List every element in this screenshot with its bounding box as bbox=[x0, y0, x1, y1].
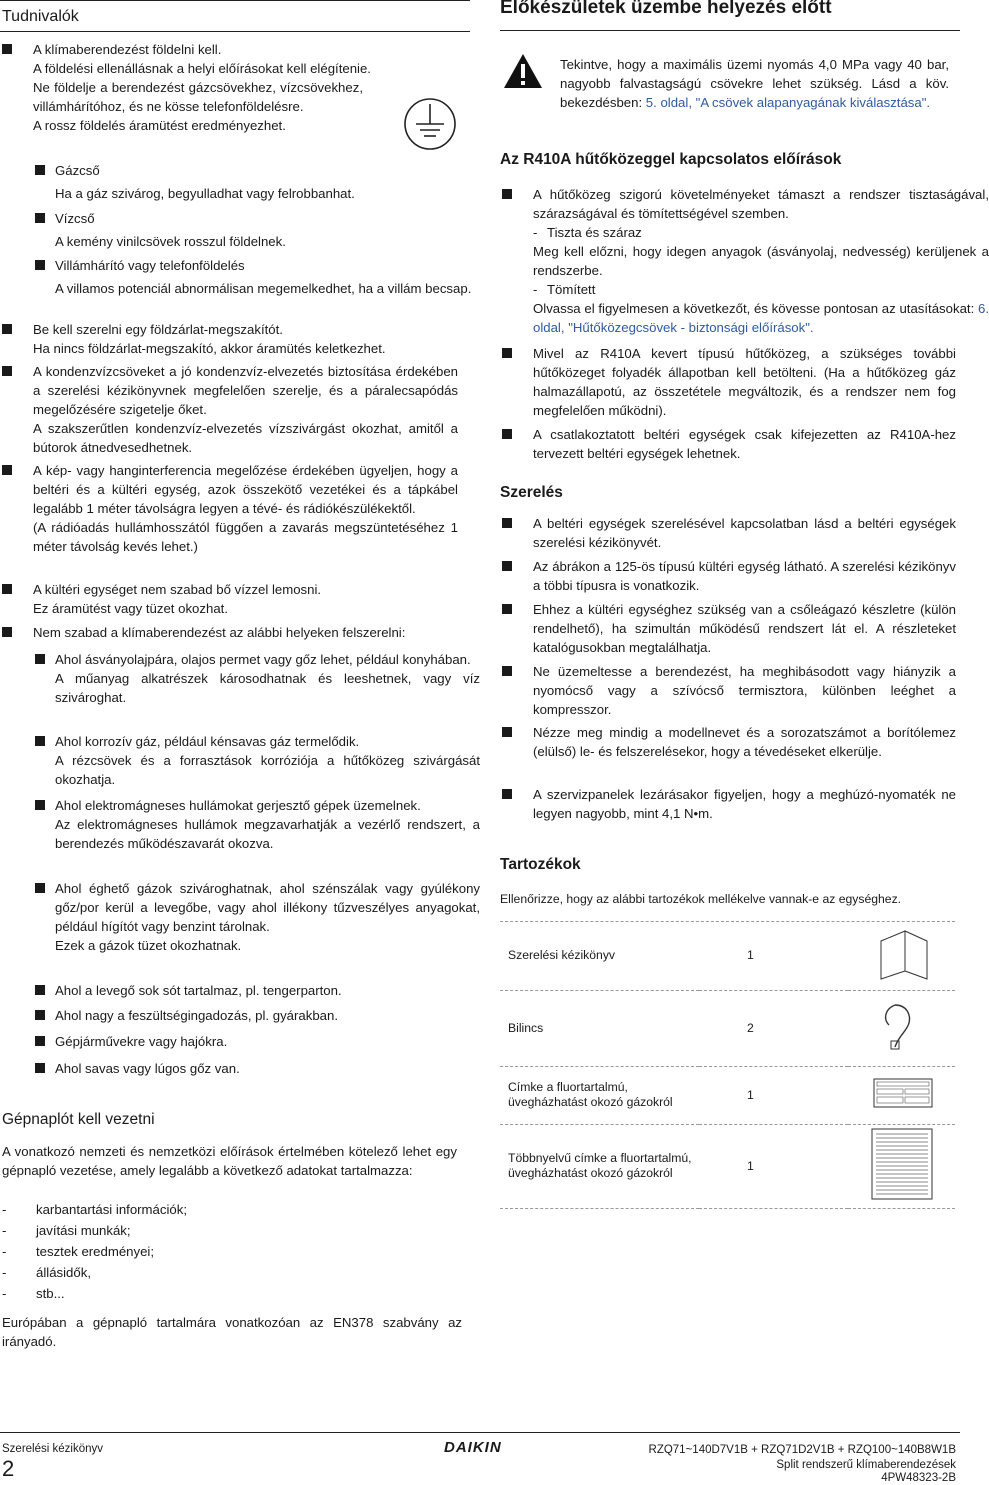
accessory-name: Bilincs bbox=[500, 990, 699, 1066]
logbook-title: Gépnaplót kell vezetni bbox=[2, 1111, 155, 1128]
install-item: A beltéri egységek szerelésével kapcsolatban lásd a beltéri egységek szerelési kézikönyvét. bbox=[500, 514, 956, 552]
place-item: Gépjárművekre vagy hajókra. bbox=[33, 1032, 480, 1051]
condensate-block: A kondenzvízcsöveket a jó kondenzvíz-elvezetés biztosítása érdekében a szerelési kézikönyvnek megfelelően szerelje, és a páralecsapódás megelőzésére szigetelje őket. A szakszerűtlen kondenzvíz-elvezetés vízszivárgást okozhat, amitől a bútorok átnedvesedhetnek. bbox=[0, 362, 458, 457]
footer-series: Split rendszerű klímaberendezések bbox=[776, 1459, 956, 1471]
label-icon bbox=[873, 1078, 933, 1108]
table-top-border bbox=[500, 921, 955, 922]
page-title-left: Tudnivalók bbox=[2, 8, 79, 25]
multilingual-label-icon bbox=[871, 1128, 933, 1200]
warning-text: Tekintve, hogy a maximális üzemi nyomás 4,0 MPa vagy 40 bar, nagyobb falvastagságú csövekre lehet szükség. Lásd a köv. bekezdésben: 5. oldal, "A csövek alapanyagának kiválasztása". bbox=[560, 57, 949, 110]
link-refrigerant-pipes[interactable]: 6. oldal, "Hűtőközegcsövek - biztonsági előírások". bbox=[533, 301, 989, 335]
grounding-sub-gas: Gázcső Ha a gáz szivárog, begyulladhat vagy felrobbanhat. bbox=[33, 161, 480, 203]
manual-icon bbox=[871, 927, 933, 981]
install-item: Az ábrákon a 125-ös típusú kültéri egység látható. A szerelési kézikönyv a többi típusra is vonatkozik. bbox=[500, 557, 956, 595]
install-item: Ne üzemeltesse a berendezést, ha meghibásodott vagy hiányzik a nyomócső vagy a szívócső termisztora, különben leéghet a kompresszor. bbox=[500, 662, 956, 719]
r410a-p3: A csatlakoztatott beltéri egységek csak kifejezetten az R410A-hez tervezett beltéri egységek lehetnek. bbox=[500, 425, 956, 463]
header-bar-left bbox=[0, 0, 470, 32]
ground-symbol-icon bbox=[402, 96, 458, 152]
logbook-text: A vonatkozó nemzeti és nemzetközi előírások értelmében kötelező lehet egy gépnapló vezetése, amely legalább a következő adatokat tartalmazza: bbox=[2, 1144, 457, 1178]
r410a-p1: A hűtőközeg szigorú követelményeket támaszt a rendszer tisztaságával, szárazságával és tömítettségével szemben. - Tiszta és száraz Meg kell előzni, hogy idegen anyagok (ásványolaj, nedvesség) kerüljenek a rendszerbe. - Tömített Olvassa el figyelmesen a következőt, és kövesse pontosan az utasításokat: 6. oldal, "Hűtőközegcsövek - biztonsági előírások". bbox=[500, 185, 989, 337]
link-pipe-material[interactable]: 5. oldal, "A csövek alapanyagának kiválasztása". bbox=[645, 95, 931, 110]
interference-block: A kép- vagy hanginterferencia megelőzése érdekében ügyeljen, hogy a beltéri és a kültéri egység, azok összekötő vezetékei és a tápkábel legalább 1 méter távolságra legyen a tévé- és rádiókészülékektől. (A rádióadás hullámhosszától függően a zavarás megszüntetéséhez 1 méter távolság kevés lehet.) bbox=[0, 461, 458, 556]
grounding-sub-lightning: Villámhárító vagy telefonföldelés A villamos potenciál abnormálisan megemelkedhet, ha a villám becsap. bbox=[33, 256, 480, 298]
clamp-icon bbox=[875, 1001, 915, 1051]
grounding-block: A klímaberendezést földelni kell. A földelési ellenállásnak a helyi előírásokat kell elégítenie. Ne földelje a berendezést gázcsövekhez, vízcsövekhez, villámhárítóhoz, és ne kösse telefonföldelésre. A rossz földelés áramütést eredményezhet. bbox=[0, 40, 458, 135]
list-item: - tesztek eredményei; bbox=[2, 1242, 457, 1261]
breaker-block: Be kell szerelni egy földzárlat-megszakítót. Ha nincs földzárlat-megszakító, akkor áramütés keletkezhet. bbox=[0, 320, 458, 358]
install-item: A szervizpanelek lezárásakor figyeljen, hogy a meghúzó-nyomaték ne legyen nagyobb, mint 4,1 N•m. bbox=[500, 785, 956, 823]
rinse-block: A kültéri egységet nem szabad bő vízzel lemosni. Ez áramütést vagy tüzet okozhat. bbox=[0, 580, 458, 618]
accessories-intro: Ellenőrizze, hogy az alábbi tartozékok mellékelve vannak-e az egységhez. bbox=[500, 892, 902, 906]
footer-code: 4PW48323-2B bbox=[881, 1472, 956, 1484]
list-item: - karbantartási információk; bbox=[2, 1200, 457, 1219]
accessories-title: Tartozékok bbox=[500, 856, 581, 873]
table-row bbox=[500, 1066, 955, 1124]
logbook-footer: Európában a gépnapló tartalmára vonatkozóan az EN378 szabvány az irányadó. bbox=[2, 1315, 462, 1349]
footer-page-number: 2 bbox=[2, 1456, 15, 1481]
accessory-qty: 2 bbox=[699, 990, 848, 1066]
header-bar-right bbox=[500, 0, 960, 31]
list-item: - stb... bbox=[2, 1284, 457, 1303]
install-item: Ehhez a kültéri egységhez szükség van a csőleágazó készletre (külön rendelhető), ha szimultán működésű rendszert lát el. A részleteket katalógusokban megtalálhatja. bbox=[500, 600, 956, 657]
accessory-qty: 1 bbox=[699, 1066, 848, 1124]
place-item: Ahol korrozív gáz, például kénsavas gáz termelődik. A rézcsövek és a forrasztások korróziója a hűtőközeg szivárgását okozhatja. bbox=[33, 732, 480, 789]
place-item: Ahol éghető gázok szivároghatnak, ahol szénszálak vagy gyúlékony gőz/por kerül a levegőbe, vagy ahol illékony tűzveszélyes anyagokat, például hígítót vagy benzint tárolnak. Ezek a gázok tüzet okozhatnak. bbox=[33, 879, 480, 955]
warning-triangle-icon bbox=[502, 52, 544, 90]
places-block: Nem szabad a klímaberendezést az alábbi helyeken felszerelni: bbox=[0, 623, 458, 642]
place-item: Ahol a levegő sok sót tartalmaz, pl. tengerparton. bbox=[33, 981, 480, 1000]
table-row bbox=[500, 1124, 955, 1208]
page-title-right: Előkészületek üzembe helyezés előtt bbox=[500, 0, 832, 18]
place-item: Ahol savas vagy lúgos gőz van. bbox=[33, 1059, 480, 1078]
r410a-p2: Mivel az R410A kevert típusú hűtőközeg, a szükséges további hűtőközeget folyadék állapotban kell betölteni. (Ha a hűtőközeg gáz halmazállapotú, az összetétele megváltozik, és a rendszer nem fog megfelelően működni). bbox=[500, 344, 956, 420]
accessories-table bbox=[500, 922, 955, 1209]
accessory-name: Többnyelvű címke a fluortartalmú, üvegházhatást okozó gázokról bbox=[500, 1124, 699, 1208]
place-item: Ahol ásványolajpára, olajos permet vagy gőz lehet, például konyhában. A műanyag alkatrészek károsodhatnak és leeshetnek, vagy víz szivároghat. bbox=[33, 650, 480, 707]
install-title: Szerelés bbox=[500, 484, 563, 501]
install-item: Nézze meg mindig a modellnevet és a sorozatszámot a borítólemez (elülső) le- és felszerelésekor, hogy a tévedéseket elkerülje. bbox=[500, 723, 956, 761]
grounding-sub-water: Vízcső A kemény vinilcsövek rosszul földelnek. bbox=[33, 209, 480, 251]
accessory-name: Címke a fluortartalmú, üvegházhatást okozó gázokról bbox=[500, 1066, 699, 1124]
brand-logo: DAIKIN bbox=[444, 1439, 502, 1456]
footer-models: RZQ71~140D7V1B + RZQ71D2V1B + RZQ100~140B8W1B bbox=[648, 1444, 956, 1456]
accessory-name: Szerelési kézikönyv bbox=[500, 922, 699, 990]
r410a-title: Az R410A hűtőközeggel kapcsolatos előírások bbox=[500, 151, 842, 168]
footer-manual: Szerelési kézikönyv bbox=[2, 1443, 103, 1455]
table-row bbox=[500, 922, 955, 990]
place-item: Ahol nagy a feszültségingadozás, pl. gyárakban. bbox=[33, 1006, 480, 1025]
list-item: - javítási munkák; bbox=[2, 1221, 457, 1240]
logbook-list bbox=[2, 1200, 457, 1303]
place-item: Ahol elektromágneses hullámokat gerjesztő gépek üzemelnek. Az elektromágneses hullámok megzavarhatják a vezérlő rendszert, a berendezés működészavarát okozva. bbox=[33, 796, 480, 853]
accessory-qty: 1 bbox=[699, 1124, 848, 1208]
accessory-qty: 1 bbox=[699, 922, 848, 990]
footer-rule bbox=[0, 1432, 960, 1433]
table-row bbox=[500, 990, 955, 1066]
list-item: - állásidők, bbox=[2, 1263, 457, 1282]
